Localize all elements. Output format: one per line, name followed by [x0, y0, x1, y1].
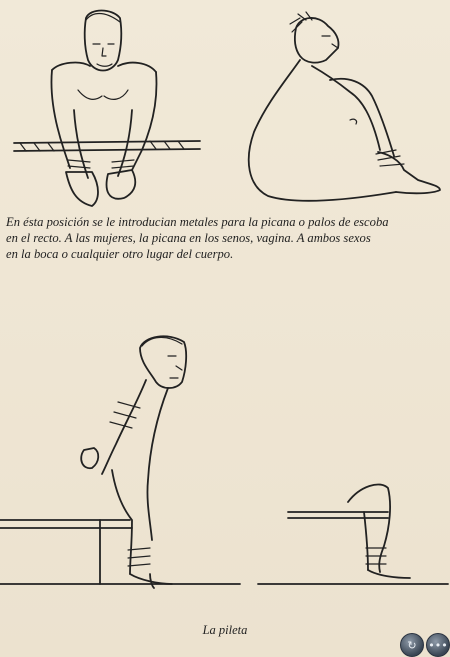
more-options-icon[interactable]: ••• — [426, 633, 450, 657]
illustration-caption — [6, 214, 446, 262]
seated-figure-drawing — [249, 12, 440, 201]
caption-line-1: En ésta posición se le introducian metales para la picana o palos de escoba — [6, 215, 389, 229]
legs-at-pool-edge-drawing — [258, 484, 448, 584]
standing-figure-drawing — [0, 336, 240, 588]
caption-line-2: en el recto. A las mujeres, la picana en los senos, vagina. A ambos sexos — [6, 231, 371, 245]
crouched-figure-drawing — [14, 11, 200, 207]
rotate-icon[interactable]: ↻ — [400, 633, 424, 657]
caption-line-3: en la boca o cualquier otro lugar del cuerpo. — [6, 247, 234, 261]
figure-title: La pileta — [202, 623, 248, 637]
